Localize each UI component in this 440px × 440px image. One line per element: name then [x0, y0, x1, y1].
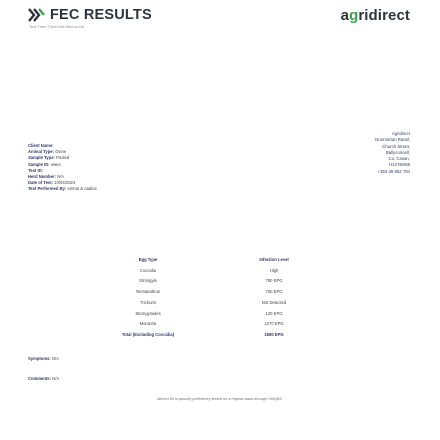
agri-logo-rest: ridirect [358, 7, 410, 24]
egg-type-cell: Trichuris [140, 299, 156, 305]
herd-number-value: N/A [57, 174, 65, 180]
address-line: Ballyconnell, [385, 149, 410, 155]
sample-id-label: Sample ID: [28, 161, 50, 167]
egg-type-cell: Coccidia [139, 267, 157, 273]
infection-level-cell: 720 EPG [265, 289, 283, 295]
company-address [310, 131, 410, 175]
client-info [28, 143, 97, 193]
animal-type-label: Animal Type: [28, 149, 54, 155]
infection-level-cell: 120 EPG [265, 310, 283, 316]
egg-type-cell: Nematodirus [136, 289, 160, 295]
address-line: Co. Cavan, [388, 156, 410, 162]
egg-type-cell: Strongyloides [135, 310, 161, 316]
infection-level-cell: 1270 EPG [264, 321, 284, 327]
date-of-test-value: 10/04/2024 [54, 180, 76, 186]
agridirect-logo [341, 7, 410, 24]
sample-type-value: Pooled [56, 155, 70, 161]
fec-brand [28, 7, 152, 29]
client-name-label: Client Name: [28, 143, 54, 148]
brand-tagline: Test Then Treat with Micron Kit [29, 24, 84, 29]
address-line: Drumrahan Retail, [375, 137, 410, 143]
symptoms-value: N/A [51, 356, 59, 361]
address-line: Agridirect [391, 131, 410, 136]
performed-by-value: emma & nadine [67, 186, 97, 192]
agri-logo-prefix: a [340, 7, 350, 24]
comments-row [28, 376, 59, 381]
animal-type-value: Ovine [55, 149, 67, 155]
symptoms-label: Symptoms: [28, 356, 51, 361]
performed-by-label: Test Performed By: [28, 186, 67, 192]
infection-level-column [226, 255, 322, 341]
sample-type-label: Sample Type: [28, 155, 55, 161]
sample-id-value: ewes [50, 161, 61, 167]
infection-level-cell: High [269, 267, 279, 273]
infection-level-cell: 780 EPG [265, 278, 283, 284]
address-line: H14 NW58 [388, 162, 410, 168]
egg-type-header: Egg Type [138, 257, 158, 262]
date-of-test-label: Date of Test: [28, 180, 54, 186]
comments-value: N/A [52, 376, 60, 381]
herd-number-label: Herd Number: [28, 174, 56, 180]
egg-type-cell: Strongyle [139, 278, 157, 284]
phone-number: +353 49 952 794 [377, 168, 410, 174]
infection-level-cell: Not Detected [261, 299, 287, 305]
address-line: Church Street, [382, 143, 410, 149]
total-value: 1890 EPG [264, 331, 284, 337]
agri-logo-g: g [349, 7, 359, 24]
proficiency-footer: Micron Kit is proudly proficiency tested on a regular basis through VetQAS. [157, 397, 283, 401]
report-title: FEC RESULTS [50, 7, 152, 23]
total-label: Total (Excluding Coccidia) [121, 331, 175, 337]
symptoms-row [28, 356, 59, 361]
infection-level-header: Infection Level [259, 257, 289, 262]
test-id-label: Test ID: [28, 167, 44, 173]
egg-type-column [100, 255, 196, 341]
egg-type-cell: Moniezia [139, 321, 157, 327]
fec-logo-icon [28, 8, 46, 22]
comments-label: Comments: [28, 376, 52, 381]
